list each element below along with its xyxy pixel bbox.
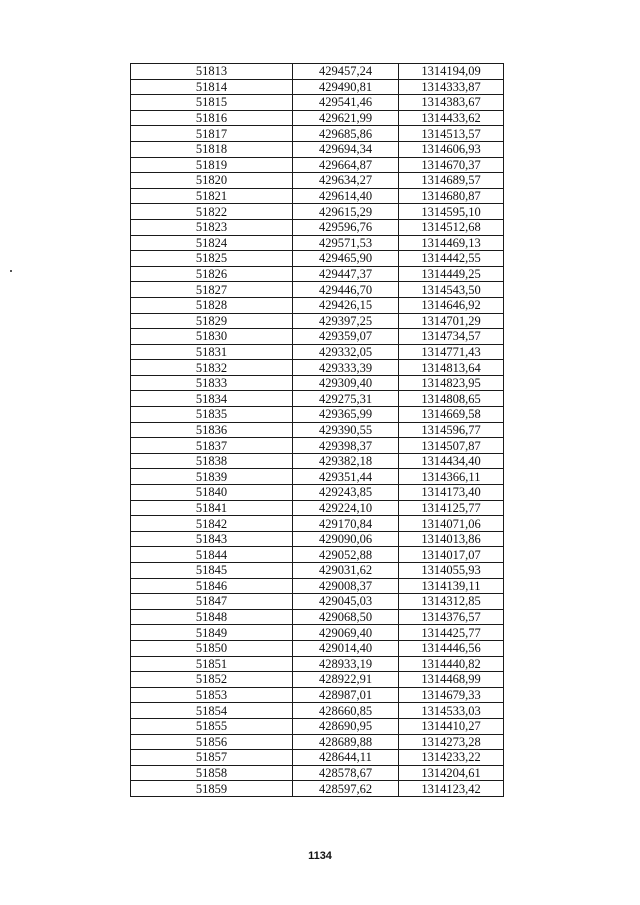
x-coordinate-cell: 429045,03: [293, 594, 399, 610]
table-row: [131, 453, 504, 469]
y-coordinate-cell: 1314507,87: [399, 438, 504, 454]
x-coordinate-cell: 429090,06: [293, 531, 399, 547]
table-row: [131, 547, 504, 563]
y-coordinate-cell: 1314376,57: [399, 609, 504, 625]
x-coordinate-cell: 429571,53: [293, 235, 399, 251]
x-coordinate-cell: 428987,01: [293, 687, 399, 703]
x-coordinate-cell: 429685,86: [293, 126, 399, 142]
point-id-cell: 51835: [131, 407, 293, 423]
point-id-cell: 51828: [131, 297, 293, 313]
table-row: [131, 313, 504, 329]
point-id-cell: 51836: [131, 422, 293, 438]
point-id-cell: 51859: [131, 781, 293, 797]
table-row: [131, 563, 504, 579]
y-coordinate-cell: 1314449,25: [399, 266, 504, 282]
point-id-cell: 51840: [131, 485, 293, 501]
table-row: [131, 64, 504, 80]
table-row: [131, 656, 504, 672]
point-id-cell: 51852: [131, 672, 293, 688]
point-id-cell: 51830: [131, 329, 293, 345]
y-coordinate-cell: 1314513,57: [399, 126, 504, 142]
x-coordinate-cell: 428660,85: [293, 703, 399, 719]
y-coordinate-cell: 1314139,11: [399, 578, 504, 594]
table-row: [131, 95, 504, 111]
y-coordinate-cell: 1314410,27: [399, 718, 504, 734]
x-coordinate-cell: 429332,05: [293, 344, 399, 360]
y-coordinate-cell: 1314680,87: [399, 188, 504, 204]
point-id-cell: 51851: [131, 656, 293, 672]
y-coordinate-cell: 1314383,67: [399, 95, 504, 111]
y-coordinate-cell: 1314734,57: [399, 329, 504, 345]
point-id-cell: 51849: [131, 625, 293, 641]
table-row: [131, 344, 504, 360]
table-row: [131, 765, 504, 781]
x-coordinate-cell: 429031,62: [293, 563, 399, 579]
table-row: [131, 500, 504, 516]
table-row: [131, 282, 504, 298]
point-id-cell: 51844: [131, 547, 293, 563]
x-coordinate-cell: 429398,37: [293, 438, 399, 454]
table-row: [131, 640, 504, 656]
table-row: [131, 578, 504, 594]
table-row: [131, 781, 504, 797]
y-coordinate-cell: 1314469,13: [399, 235, 504, 251]
point-id-cell: 51839: [131, 469, 293, 485]
x-coordinate-cell: 429541,46: [293, 95, 399, 111]
point-id-cell: 51838: [131, 453, 293, 469]
y-coordinate-cell: 1314071,06: [399, 516, 504, 532]
point-id-cell: 51858: [131, 765, 293, 781]
point-id-cell: 51818: [131, 141, 293, 157]
x-coordinate-cell: 429621,99: [293, 110, 399, 126]
point-id-cell: 51832: [131, 360, 293, 376]
point-id-cell: 51845: [131, 563, 293, 579]
point-id-cell: 51841: [131, 500, 293, 516]
table-row: [131, 422, 504, 438]
y-coordinate-cell: 1314701,29: [399, 313, 504, 329]
y-coordinate-cell: 1314055,93: [399, 563, 504, 579]
x-coordinate-cell: 428689,88: [293, 734, 399, 750]
point-id-cell: 51826: [131, 266, 293, 282]
table-row: [131, 188, 504, 204]
point-id-cell: 51850: [131, 640, 293, 656]
table-row: [131, 516, 504, 532]
x-coordinate-cell: 429634,27: [293, 173, 399, 189]
x-coordinate-cell: 429014,40: [293, 640, 399, 656]
point-id-cell: 51822: [131, 204, 293, 220]
x-coordinate-cell: 429596,76: [293, 219, 399, 235]
table-row: [131, 734, 504, 750]
table-row: [131, 126, 504, 142]
y-coordinate-cell: 1314333,87: [399, 79, 504, 95]
point-id-cell: 51853: [131, 687, 293, 703]
table-row: [131, 266, 504, 282]
point-id-cell: 51817: [131, 126, 293, 142]
coordinates-table: [130, 63, 504, 797]
y-coordinate-cell: 1314204,61: [399, 765, 504, 781]
point-id-cell: 51819: [131, 157, 293, 173]
x-coordinate-cell: 429008,37: [293, 578, 399, 594]
x-coordinate-cell: 429069,40: [293, 625, 399, 641]
table-row: [131, 141, 504, 157]
point-id-cell: 51846: [131, 578, 293, 594]
x-coordinate-cell: 429382,18: [293, 453, 399, 469]
point-id-cell: 51827: [131, 282, 293, 298]
y-coordinate-cell: 1314606,93: [399, 141, 504, 157]
point-id-cell: 51814: [131, 79, 293, 95]
point-id-cell: 51825: [131, 251, 293, 267]
point-id-cell: 51855: [131, 718, 293, 734]
point-id-cell: 51837: [131, 438, 293, 454]
table-row: [131, 204, 504, 220]
x-coordinate-cell: 428644,11: [293, 750, 399, 766]
table-row: [131, 391, 504, 407]
point-id-cell: 51815: [131, 95, 293, 111]
x-coordinate-cell: 429664,87: [293, 157, 399, 173]
table-row: [131, 110, 504, 126]
point-id-cell: 51821: [131, 188, 293, 204]
y-coordinate-cell: 1314425,77: [399, 625, 504, 641]
y-coordinate-cell: 1314808,65: [399, 391, 504, 407]
y-coordinate-cell: 1314468,99: [399, 672, 504, 688]
point-id-cell: 51834: [131, 391, 293, 407]
x-coordinate-cell: 429170,84: [293, 516, 399, 532]
y-coordinate-cell: 1314194,09: [399, 64, 504, 80]
x-coordinate-cell: 429615,29: [293, 204, 399, 220]
x-coordinate-cell: 429052,88: [293, 547, 399, 563]
x-coordinate-cell: 428922,91: [293, 672, 399, 688]
table-row: [131, 219, 504, 235]
x-coordinate-cell: 429446,70: [293, 282, 399, 298]
point-id-cell: 51829: [131, 313, 293, 329]
y-coordinate-cell: 1314366,11: [399, 469, 504, 485]
x-coordinate-cell: 429224,10: [293, 500, 399, 516]
y-coordinate-cell: 1314543,50: [399, 282, 504, 298]
x-coordinate-cell: 429465,90: [293, 251, 399, 267]
y-coordinate-cell: 1314273,28: [399, 734, 504, 750]
table-row: [131, 360, 504, 376]
y-coordinate-cell: 1314596,77: [399, 422, 504, 438]
y-coordinate-cell: 1314440,82: [399, 656, 504, 672]
coordinates-table-body: [131, 64, 504, 797]
x-coordinate-cell: 429351,44: [293, 469, 399, 485]
table-row: [131, 687, 504, 703]
y-coordinate-cell: 1314669,58: [399, 407, 504, 423]
y-coordinate-cell: 1314646,92: [399, 297, 504, 313]
table-row: [131, 297, 504, 313]
table-row: [131, 718, 504, 734]
table-row: [131, 531, 504, 547]
table-row: [131, 594, 504, 610]
table-row: [131, 79, 504, 95]
y-coordinate-cell: 1314013,86: [399, 531, 504, 547]
table-row: [131, 750, 504, 766]
x-coordinate-cell: 429359,07: [293, 329, 399, 345]
point-id-cell: 51831: [131, 344, 293, 360]
table-row: [131, 375, 504, 391]
y-coordinate-cell: 1314679,33: [399, 687, 504, 703]
point-id-cell: 51816: [131, 110, 293, 126]
point-id-cell: 51833: [131, 375, 293, 391]
table-row: [131, 329, 504, 345]
point-id-cell: 51824: [131, 235, 293, 251]
x-coordinate-cell: 428933,19: [293, 656, 399, 672]
x-coordinate-cell: 429365,99: [293, 407, 399, 423]
y-coordinate-cell: 1314233,22: [399, 750, 504, 766]
x-coordinate-cell: 429447,37: [293, 266, 399, 282]
x-coordinate-cell: 429309,40: [293, 375, 399, 391]
point-id-cell: 51813: [131, 64, 293, 80]
x-coordinate-cell: 428690,95: [293, 718, 399, 734]
x-coordinate-cell: 429694,34: [293, 141, 399, 157]
x-coordinate-cell: 429490,81: [293, 79, 399, 95]
x-coordinate-cell: 428597,62: [293, 781, 399, 797]
table-row: [131, 157, 504, 173]
y-coordinate-cell: 1314512,68: [399, 219, 504, 235]
y-coordinate-cell: 1314312,85: [399, 594, 504, 610]
x-coordinate-cell: 428578,67: [293, 765, 399, 781]
stray-mark: [10, 270, 12, 272]
y-coordinate-cell: 1314442,55: [399, 251, 504, 267]
point-id-cell: 51854: [131, 703, 293, 719]
y-coordinate-cell: 1314533,03: [399, 703, 504, 719]
point-id-cell: 51848: [131, 609, 293, 625]
point-id-cell: 51842: [131, 516, 293, 532]
table-row: [131, 251, 504, 267]
x-coordinate-cell: 429426,15: [293, 297, 399, 313]
x-coordinate-cell: 429243,85: [293, 485, 399, 501]
x-coordinate-cell: 429390,55: [293, 422, 399, 438]
table-row: [131, 609, 504, 625]
y-coordinate-cell: 1314433,62: [399, 110, 504, 126]
y-coordinate-cell: 1314446,56: [399, 640, 504, 656]
y-coordinate-cell: 1314595,10: [399, 204, 504, 220]
point-id-cell: 51820: [131, 173, 293, 189]
point-id-cell: 51847: [131, 594, 293, 610]
y-coordinate-cell: 1314670,37: [399, 157, 504, 173]
table-row: [131, 485, 504, 501]
page-number: 1134: [308, 850, 332, 862]
table-row: [131, 703, 504, 719]
y-coordinate-cell: 1314173,40: [399, 485, 504, 501]
table-row: [131, 235, 504, 251]
table-row: [131, 469, 504, 485]
point-id-cell: 51856: [131, 734, 293, 750]
x-coordinate-cell: 429068,50: [293, 609, 399, 625]
y-coordinate-cell: 1314689,57: [399, 173, 504, 189]
x-coordinate-cell: 429397,25: [293, 313, 399, 329]
table-row: [131, 407, 504, 423]
table-row: [131, 438, 504, 454]
point-id-cell: 51823: [131, 219, 293, 235]
y-coordinate-cell: 1314017,07: [399, 547, 504, 563]
x-coordinate-cell: 429457,24: [293, 64, 399, 80]
point-id-cell: 51843: [131, 531, 293, 547]
y-coordinate-cell: 1314123,42: [399, 781, 504, 797]
point-id-cell: 51857: [131, 750, 293, 766]
table-row: [131, 173, 504, 189]
y-coordinate-cell: 1314823,95: [399, 375, 504, 391]
y-coordinate-cell: 1314813,64: [399, 360, 504, 376]
table-row: [131, 625, 504, 641]
x-coordinate-cell: 429275,31: [293, 391, 399, 407]
table-row: [131, 672, 504, 688]
y-coordinate-cell: 1314771,43: [399, 344, 504, 360]
x-coordinate-cell: 429333,39: [293, 360, 399, 376]
y-coordinate-cell: 1314125,77: [399, 500, 504, 516]
y-coordinate-cell: 1314434,40: [399, 453, 504, 469]
x-coordinate-cell: 429614,40: [293, 188, 399, 204]
